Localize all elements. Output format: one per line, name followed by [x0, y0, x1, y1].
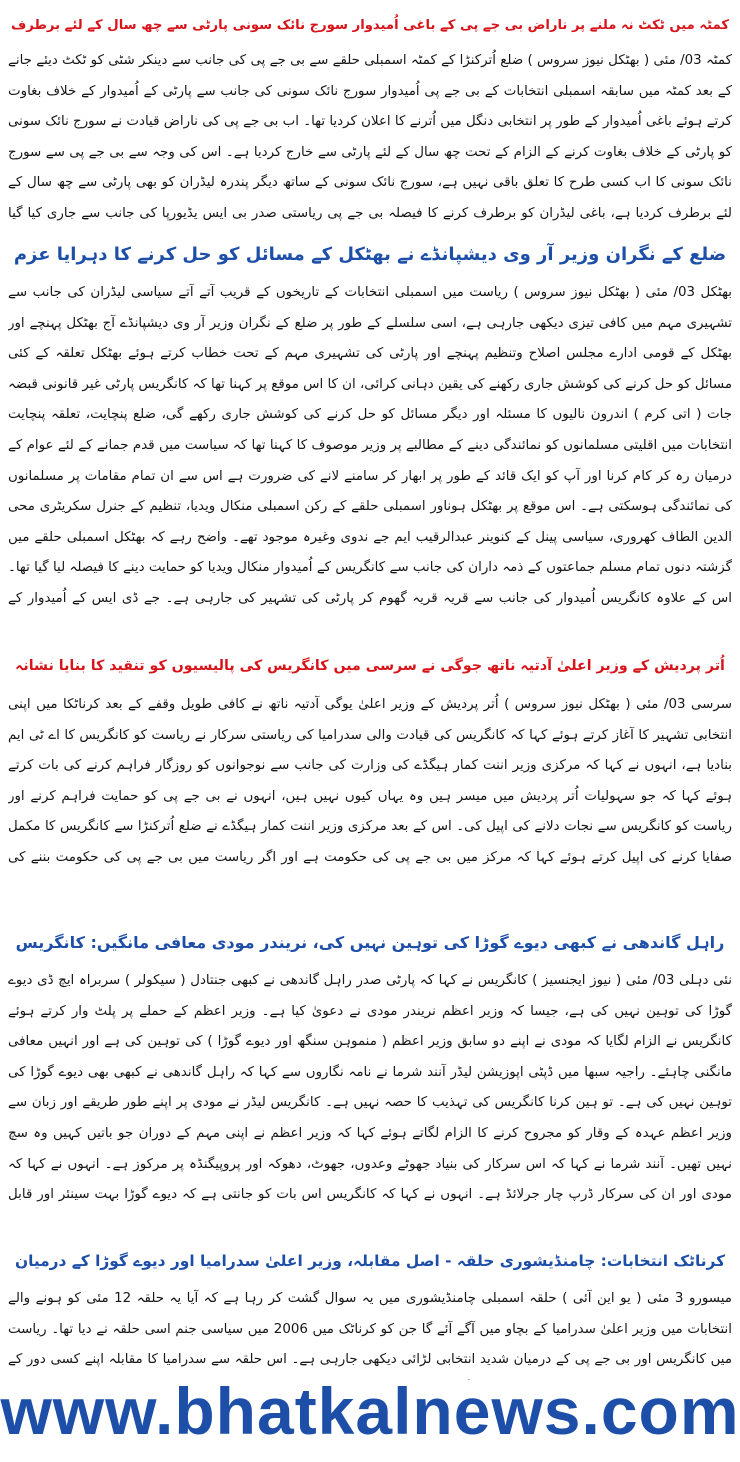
- article-5-headline: کرناٹک انتخابات: چامنڈیشوری حلقہ - اصل مقابلہ، وزیر اعلیٰ سدرامیا اور دیوے گوڑا کے درمیان: [14, 1252, 726, 1270]
- article-2: [8, 232, 732, 616]
- article-1-body: کمٹہ 03/ مئی ( بھٹکل نیوز سروس ) ضلع اُترکنڑا کے کمٹہ اسمبلی حلقے سے بی جے پی کی جانب سے دینکر شٹی کو ٹکٹ دیئے جانے کے بعد کمٹہ میں سابقہ اسمبلی انتخابات کے بی جے پی اُمیدوار سورج نائک سونی کی جانب سے پارٹی کے اُمیدوار کے خلاف بغاوت کرتے ہوئے باغی اُمیدوار کے طور پر انتخابی دنگل میں اُترنے کا اعلان کردیا تھا۔ اب بی جے پی کی ناراض قیادت نے سورج نائک سونی کو پارٹی کے خلاف بغاوت کرنے کے الزام کے تحت چھ سال کے لئے پارٹی سے خارج کردیا ہے۔ اس کی وجہ سے بی جے پی سے سورج نائک سونی کا اب کسی طرح کا تعلق باقی نہیں ہے، سورج نائک سونی کے ساتھ دیگر پندرہ لیڈران کو بھی پارٹی سے چھ سال کے لئے برطرف کردیا ہے، باغی لیڈران کو برطرف کرنے کا فیصلہ بی جے پی ریاستی صدر بی ایس یڈیورپا کی جانب سے جاری کیا گیا: [8, 53, 732, 221]
- article-3: [8, 642, 732, 874]
- article-4: [8, 920, 732, 1210]
- article-4-body: نئی دہلی 03/ مئی ( نیوز ایجنسیز ) کانگریس نے کہا کہ پارٹی صدر راہل گاندھی نے کبھی جنتادل ( سیکولر ) سربراہ ایچ ڈی دیوے گوڑا کی توہین نہیں کی ہے، جیسا کہ وزیر اعظم نریندر مودی نے دعویٰ کیا ہے۔ وزیر اعظم کے حملے پر پلٹ وار کرتے ہوئے کانگریس نے الزام لگایا کہ مودی نے اپنے دو سابق وزیر اعظم ( منموہن سنگھ اور دیوے گوڑا ) کی توہین کی ہے اور انہیں معافی مانگنی چاہئے۔ راجیہ سبھا میں ڈپٹی اپوزیشن لیڈر آنند شرما نے نامہ نگاروں سے کہا کہ راہل گاندھی نے کبھی بھی دیوے گوڑا کی توہین نہیں کی ہے۔ تو ہین کرنا کانگریس کی تہذیب کا حصہ نہیں ہے۔ کانگریس لیڈر نے مودی پر اپنے طور طریقے اور زبان سے وزیر اعظم عہدہ کے وقار کو مجروح کرنے کا الزام لگاتے ہوئے کہا کہ وزیر اعظم نے اپنی مہم کے دوران جو باتیں کہیں وہ سچ نہیں تھیں۔ آنند شرما نے کہا کہ اس سرکار کی بنیاد جھوٹے وعدوں، جھوٹ، دھوکہ اور پروپیگنڈہ پر مرکوز ہے۔ انہوں نے کہا کہ مودی اور ان کی سرکار ڈرپ چار جرلائڈ ہے۔ انہوں نے کہا کہ کانگریس اس بات کو جانتی ہے کہ دیوے گوڑا بہت سینئر اور قابل: [8, 973, 732, 1203]
- article-5-body: میسورو 3 مئی ( یو این آئی ) حلقہ اسمبلی چامنڈیشوری میں یہ سوال گشت کر رہا ہے کہ آیا یہ حلقہ 12 مئی کو ہونے والے انتخابات میں وزیر اعلیٰ سدرامیا کے بچاو میں آگے آئے گا جن کو کرناٹک میں 2006 میں سیاسی جنم اسی حلقہ نے دیا تھا۔ ریاست میں کانگریس اور بی جے پی کے درمیان شدید انتخابی لڑائی دیکھی جارہی ہے۔ اس حلقہ سے سدرامیا کا مقابلہ اپنے کسی دور کے: [8, 1291, 732, 1368]
- article-2-headline: ضلع کے نگران وزیر آر وی دیشپانڈے نے بھٹکل کے مسائل کو حل کرنے کا دہرایا عزم: [13, 244, 727, 265]
- article-1-headline: کمٹہ میں ٹکٹ نہ ملنے پر ناراض بی جے پی کے باغی اُمیدوار سورج نائک سونی پارٹی سے چھ سال کے لئے برطرف: [10, 18, 730, 33]
- article-3-body: سرسی 03/ مئی ( بھٹکل نیوز سروس ) اُتر پردیش کے وزیر اعلیٰ یوگی آدتیہ ناتھ نے کافی طویل وقفے کے بعد کرناٹکا میں اپنی انتخابی تشہیر کا آغاز کرتے ہوئے کہا کہ کانگریس کی قیادت والی سدرامیا کی ریاستی سرکار نے ریاست کو کانگریس کا اے ٹی ایم بنادیا ہے، انہوں نے کہا کہ مرکزی وزیر اننت کمار ہیگڈے کی وزارت کی جانب سے نوجوانوں کو روزگار فراہم کرنے کی بات کرتے ہوئے کہا کہ جو سہولیات اُتر پردیش میں میسر ہیں وہ یہاں کیوں نہیں ہیں، انہوں نے بی جے پی کو حمایت فراہم کرنے اور ریاست کو کانگریس سے نجات دلانے کی اپیل کی۔ اس کے بعد مرکزی وزیر اننت کمار ہیگڈے نے ضلع اُترکنڑا سے کانگریس کا مکمل صفایا کرنے کی اپیل کرتے ہوئے کہا کہ مرکز میں بی جے پی کی حکومت ہے اور اگر ریاست میں بی جے پی کی حکومت بننے کی: [8, 697, 732, 865]
- article-2-body: بھٹکل 03/ مئی ( بھٹکل نیوز سروس ) ریاست میں اسمبلی انتخابات کے تاریخوں کے قریب آتے آتے سیاسی لیڈران کی جانب سے تشہیری مہم میں کافی تیزی دیکھی جارہی ہے، اسی سلسلے کے طور پر ضلع کے نگران وزیر آر وی دیشپانڈے آج بھٹکل پہنچے اور بھٹکل کے قومی ادارے مجلس اصلاح وتنظیم پہنچے اور پارٹی کی تشہیری مہم کے تحت خطاب کرتے ہوئے بھٹکل تعلقہ کے کئی مسائل کو حل کرنے کی کوشش جاری رکھنے کی یقین دہانی کرائی، ان کا اس موقع پر کہنا تھا کہ کانگریس پارٹی غیر قانونی قبضہ جات ( اتی کرم ) اندرون نالیوں کا مسئلہ اور دیگر مسائل کو حل کرنے کی کوشش جاری رکھے گی، ضلع پنچایت، تعلقہ پنچایت انتخابات میں اقلیتی مسلمانوں کو نمائندگی دینے کے مطالبے پر وزیر موصوف کا کہنا تھا کہ سیاست میں قدم جمانے کے لئے عوام کے درمیان رہ کر کام کرنا اور آپ کو ایک قائد کے طور پر ابھار کر سامنے لانے کی ضرورت ہے اس سے ان تمام مقامات پر مسلمانوں کی نمائندگی ہوسکتی ہے۔ اس موقع پر بھٹکل ہوناور اسمبلی حلقے کے رکن اسمبلی منکال ویدیا، تنظیم کے جنرل سکریٹری محی الدین الطاف کھروری، سیاسی پینل کے کنوینر عبدالرقیب ایم جے ندوی وغیرہ موجود تھے۔ واضح رہے کہ بھٹکل اسمبلی حلقے میں گزشتہ دنوں تمام مسلم جماعتوں کے ذمہ داران کی جانب سے کانگریس کے اُمیدوار منکال ویدیا کو حمایت دینے کا فیصلہ لیا گیا تھا۔ اس کے علاوہ کانگریس اُمیدوار کی جانب سے قریہ قریہ گھوم کر پارٹی کی تشہیر کی جارہی ہے۔ جے ڈی ایس کے اُمیدوار کے: [8, 285, 732, 606]
- article-1: [8, 6, 732, 224]
- site-name-footer: www.bhatkalnews.com: [0, 1374, 740, 1448]
- article-5: [8, 1238, 732, 1380]
- article-4-headline: راہل گاندھی نے کبھی دیوے گوڑا کی توہین نہیں کی، نریندر مودی معافی مانگیں: کانگریس: [15, 933, 725, 952]
- article-3-headline: اُتر پردیش کے وزیر اعلیٰ آدتیہ ناتھ جوگی نے سرسی میں کانگریس کی پالیسیوں کو تنقید کا بنایا نشانہ: [15, 658, 725, 674]
